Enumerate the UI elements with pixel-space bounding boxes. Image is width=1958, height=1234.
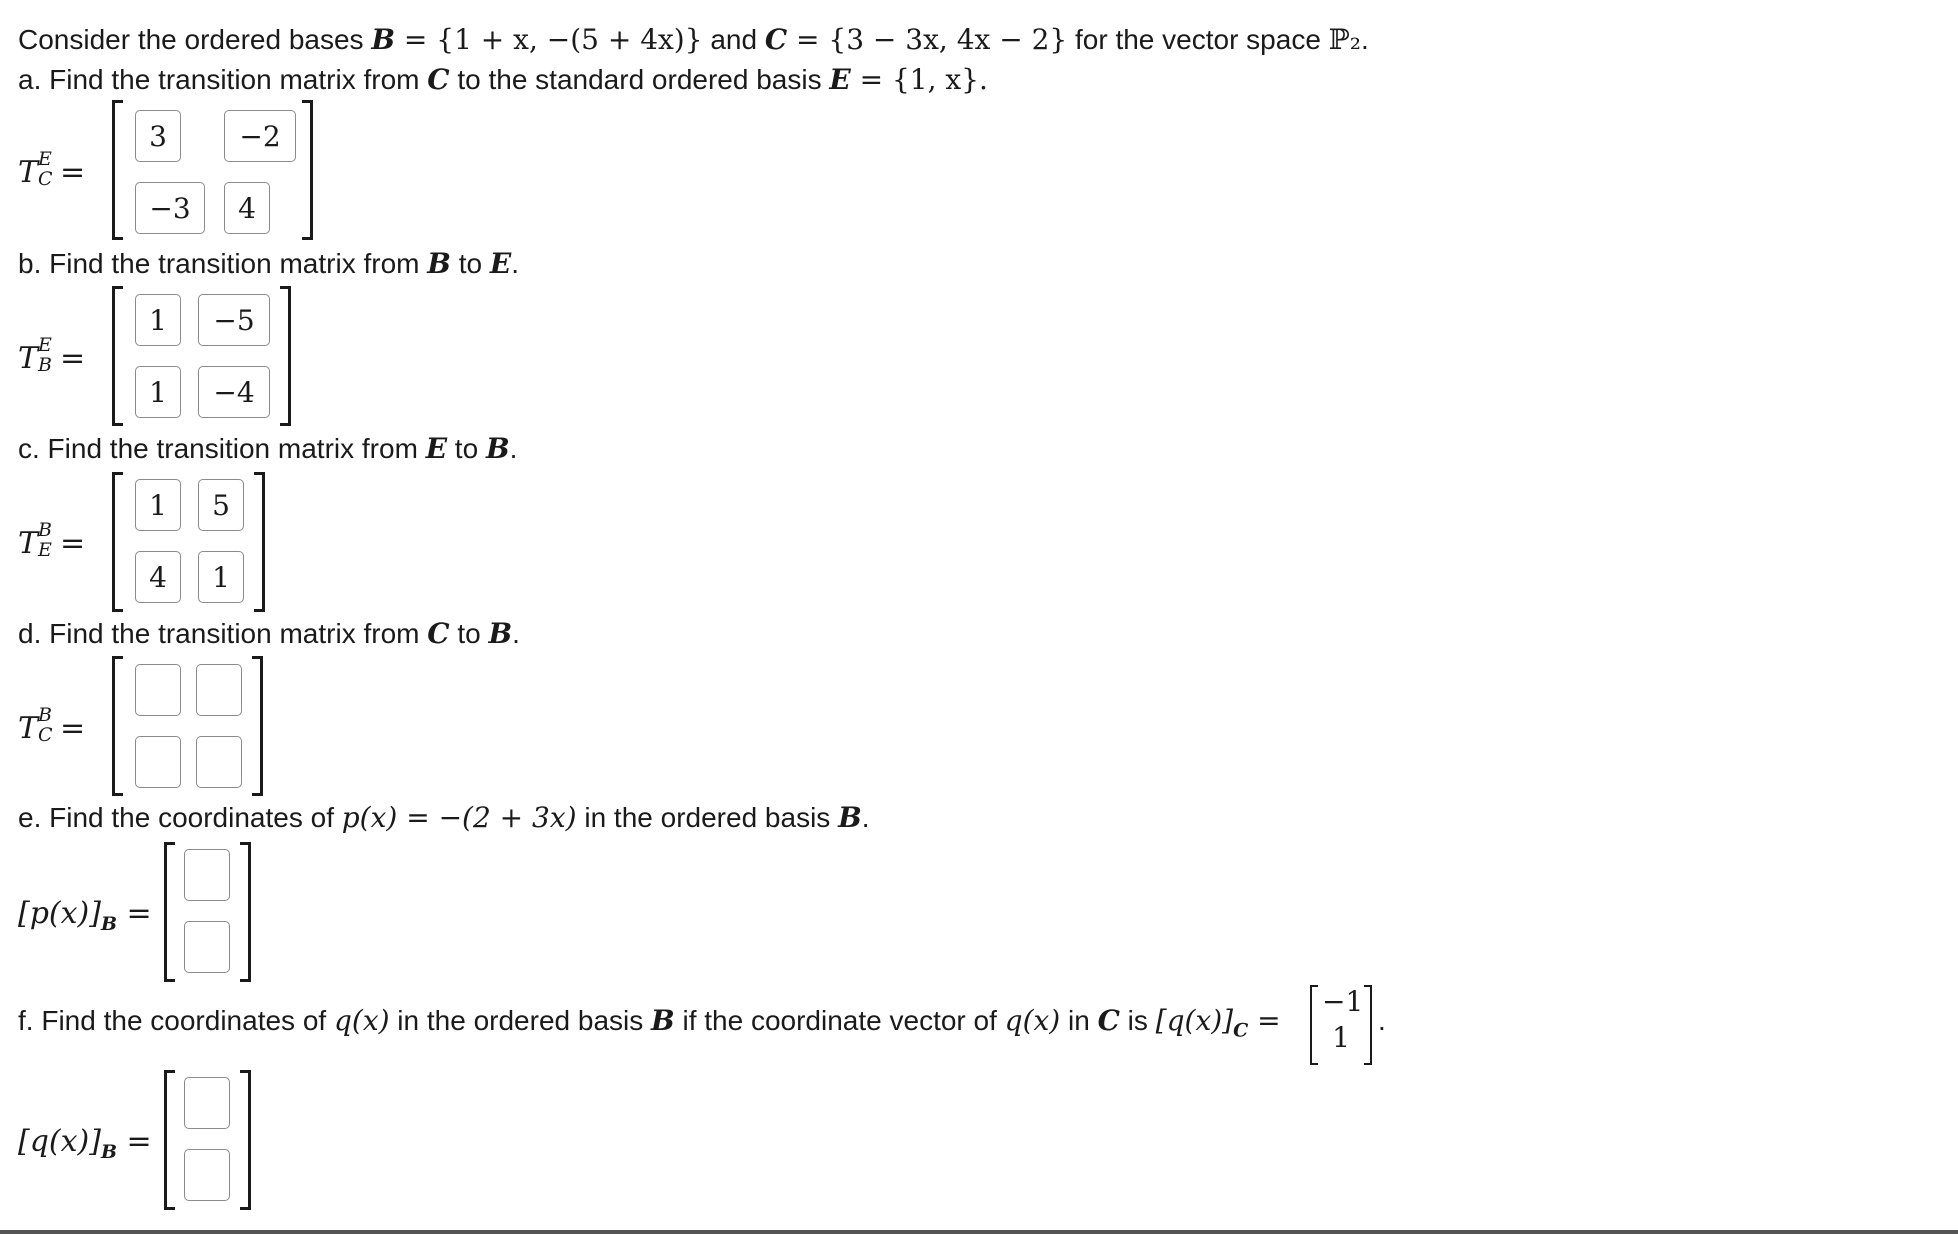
part-d-text: d. Find the transition matrix from — [18, 618, 428, 649]
part-c-from: E — [425, 432, 448, 465]
part-a-lhs-t: T — [18, 155, 39, 190]
intro-text: Consider the ordered bases — [18, 24, 372, 55]
part-e-lhs-text: [p(x)] — [18, 896, 101, 931]
part-b-lhs-sub: B — [38, 354, 52, 376]
part-d-eq: = — [60, 711, 86, 746]
part-f-eq: = — [117, 1124, 152, 1159]
bottom-border — [0, 1230, 1958, 1234]
part-d-lhs — [18, 704, 86, 748]
intro-end: . — [1360, 24, 1369, 55]
part-c-lhs-sub: E — [38, 539, 52, 561]
matrix-d-cell-21[interactable] — [135, 736, 181, 788]
part-a-bracket-left — [112, 100, 123, 240]
part-f-lhs-sub: B — [100, 1141, 118, 1163]
part-a-tail: = {1, x}. — [850, 63, 988, 96]
part-b-eq: = — [60, 341, 86, 376]
part-c-bracket-right — [254, 472, 265, 612]
part-c-mid: to — [447, 433, 486, 464]
basis-b-definition: = {1 + x, −(5 + 4x)} — [395, 23, 703, 56]
part-c-lhs-t: T — [18, 526, 39, 561]
part-f-given-bracket-right — [1364, 985, 1372, 1065]
part-c-prompt — [18, 431, 517, 467]
part-f-mid4: is — [1119, 1005, 1156, 1036]
matrix-c-cell-12[interactable]: 5 — [198, 479, 244, 531]
part-a-prompt — [18, 62, 988, 98]
part-e-basis: B — [838, 801, 862, 834]
part-e-polynomial: p(x) = −(2 + 3x) — [341, 801, 577, 834]
part-f-given-sub: C — [1233, 1019, 1249, 1042]
part-f-mid: in the ordered basis — [389, 1005, 652, 1036]
part-b-to: E — [489, 247, 512, 280]
part-e-lhs — [18, 896, 152, 935]
part-d-lhs-sup: B — [38, 704, 52, 726]
part-a-eq: = — [60, 155, 86, 190]
part-b-lhs-t: T — [18, 341, 39, 376]
vector-q-cell-1[interactable] — [184, 1077, 230, 1129]
part-f-polynomial: q(x) — [333, 1004, 390, 1037]
matrix-d-cell-11[interactable] — [135, 664, 181, 716]
matrix-d-cell-22[interactable] — [196, 736, 242, 788]
part-f-given-lhs: [q(x)] — [1155, 1004, 1234, 1037]
basis-c-symbol: C — [764, 23, 788, 56]
part-a-bracket-right — [302, 100, 313, 240]
part-f-lhs — [18, 1124, 152, 1163]
part-d-mid: to — [449, 618, 489, 649]
part-a-lhs-sup: E — [38, 148, 52, 170]
part-f-text: f. Find the coordinates of — [18, 1005, 334, 1036]
part-f-prompt — [18, 1003, 1281, 1049]
part-d-bracket-left — [112, 656, 123, 796]
part-c-eq: = — [60, 526, 86, 561]
vector-p-cell-1[interactable] — [184, 849, 230, 901]
part-f-bracket-right — [240, 1070, 251, 1210]
vector-space: ℙ₂ — [1328, 23, 1361, 56]
part-d-lhs-t: T — [18, 711, 39, 746]
matrix-b-cell-22[interactable]: −4 — [198, 366, 270, 418]
part-d-bracket-right — [252, 656, 263, 796]
matrix-c-cell-11[interactable]: 1 — [135, 479, 181, 531]
part-e-prompt — [18, 800, 870, 836]
vector-p-cell-2[interactable] — [184, 921, 230, 973]
part-a-lhs — [18, 148, 86, 192]
intro-text-2: for the vector space — [1067, 24, 1329, 55]
part-f-given-bracket-left — [1310, 985, 1318, 1065]
part-c-lhs — [18, 519, 86, 563]
part-f-polynomial-2: q(x) — [1004, 1004, 1061, 1037]
matrix-b-cell-11[interactable]: 1 — [135, 294, 181, 346]
part-b-mid: to — [450, 248, 490, 279]
intro-and: and — [702, 24, 765, 55]
part-e-bracket-right — [240, 842, 251, 982]
part-d-from: C — [427, 617, 450, 650]
matrix-c-cell-22[interactable]: 1 — [198, 551, 244, 603]
matrix-c-cell-21[interactable]: 4 — [135, 551, 181, 603]
part-d-prompt — [18, 616, 520, 652]
part-e-bracket-left — [164, 842, 175, 982]
matrix-a-cell-21[interactable]: −3 — [135, 182, 205, 234]
matrix-a-cell-22[interactable]: 4 — [224, 182, 270, 234]
part-b-lhs-sup: E — [38, 334, 52, 356]
part-c-lhs-sup: B — [38, 519, 52, 541]
part-f-given-vector — [1322, 984, 1364, 1056]
part-e-mid: in the ordered basis — [576, 802, 839, 833]
part-b-from: B — [427, 247, 451, 280]
part-a-from: C — [427, 63, 450, 96]
part-f-lhs-text: [q(x)] — [18, 1124, 101, 1159]
given-vector-top: −1 — [1322, 985, 1364, 1018]
part-f-given-eq: = — [1248, 1004, 1281, 1037]
part-a-mid: to the standard ordered basis — [449, 64, 830, 95]
part-a-to: E — [829, 63, 851, 96]
given-vector-bottom: 1 — [1332, 1021, 1350, 1054]
part-c-text: c. Find the transition matrix from — [18, 433, 426, 464]
problem-intro — [18, 22, 1369, 58]
part-e-text: e. Find the coordinates of — [18, 802, 342, 833]
part-b-bracket-left — [112, 286, 123, 426]
part-e-eq: = — [117, 896, 152, 931]
part-b-bracket-right — [280, 286, 291, 426]
matrix-b-cell-21[interactable]: 1 — [135, 366, 181, 418]
matrix-a-cell-12[interactable]: −2 — [224, 110, 296, 162]
part-b-tail: . — [511, 248, 519, 279]
part-f-mid3: in — [1060, 1005, 1098, 1036]
part-f-tail: . — [1378, 1005, 1386, 1036]
part-f-bracket-left — [164, 1070, 175, 1210]
matrix-a-cell-11[interactable]: 3 — [135, 110, 181, 162]
part-d-tail: . — [512, 618, 520, 649]
part-a-text: a. Find the transition matrix from — [18, 64, 428, 95]
basis-b-symbol: B — [371, 23, 395, 56]
part-e-lhs-sub: B — [100, 913, 118, 935]
part-b-prompt — [18, 246, 519, 282]
matrix-d-cell-12[interactable] — [196, 664, 242, 716]
part-c-to: B — [485, 432, 510, 465]
matrix-b-cell-12[interactable]: −5 — [198, 294, 270, 346]
part-f-basis-2: C — [1097, 1004, 1120, 1037]
part-d-to: B — [488, 617, 513, 650]
part-a-lhs-sub: C — [38, 168, 53, 190]
part-c-tail: . — [509, 433, 518, 464]
part-f-mid2: if the coordinate vector of — [674, 1005, 1005, 1036]
part-b-lhs — [18, 334, 86, 378]
part-c-bracket-left — [112, 472, 123, 612]
part-f-basis: B — [651, 1004, 675, 1037]
basis-c-definition: = {3 − 3x, 4x − 2} — [787, 23, 1068, 56]
vector-q-cell-2[interactable] — [184, 1149, 230, 1201]
part-e-tail: . — [861, 802, 870, 833]
part-b-text: b. Find the transition matrix from — [18, 248, 428, 279]
part-d-lhs-sub: C — [38, 724, 53, 746]
